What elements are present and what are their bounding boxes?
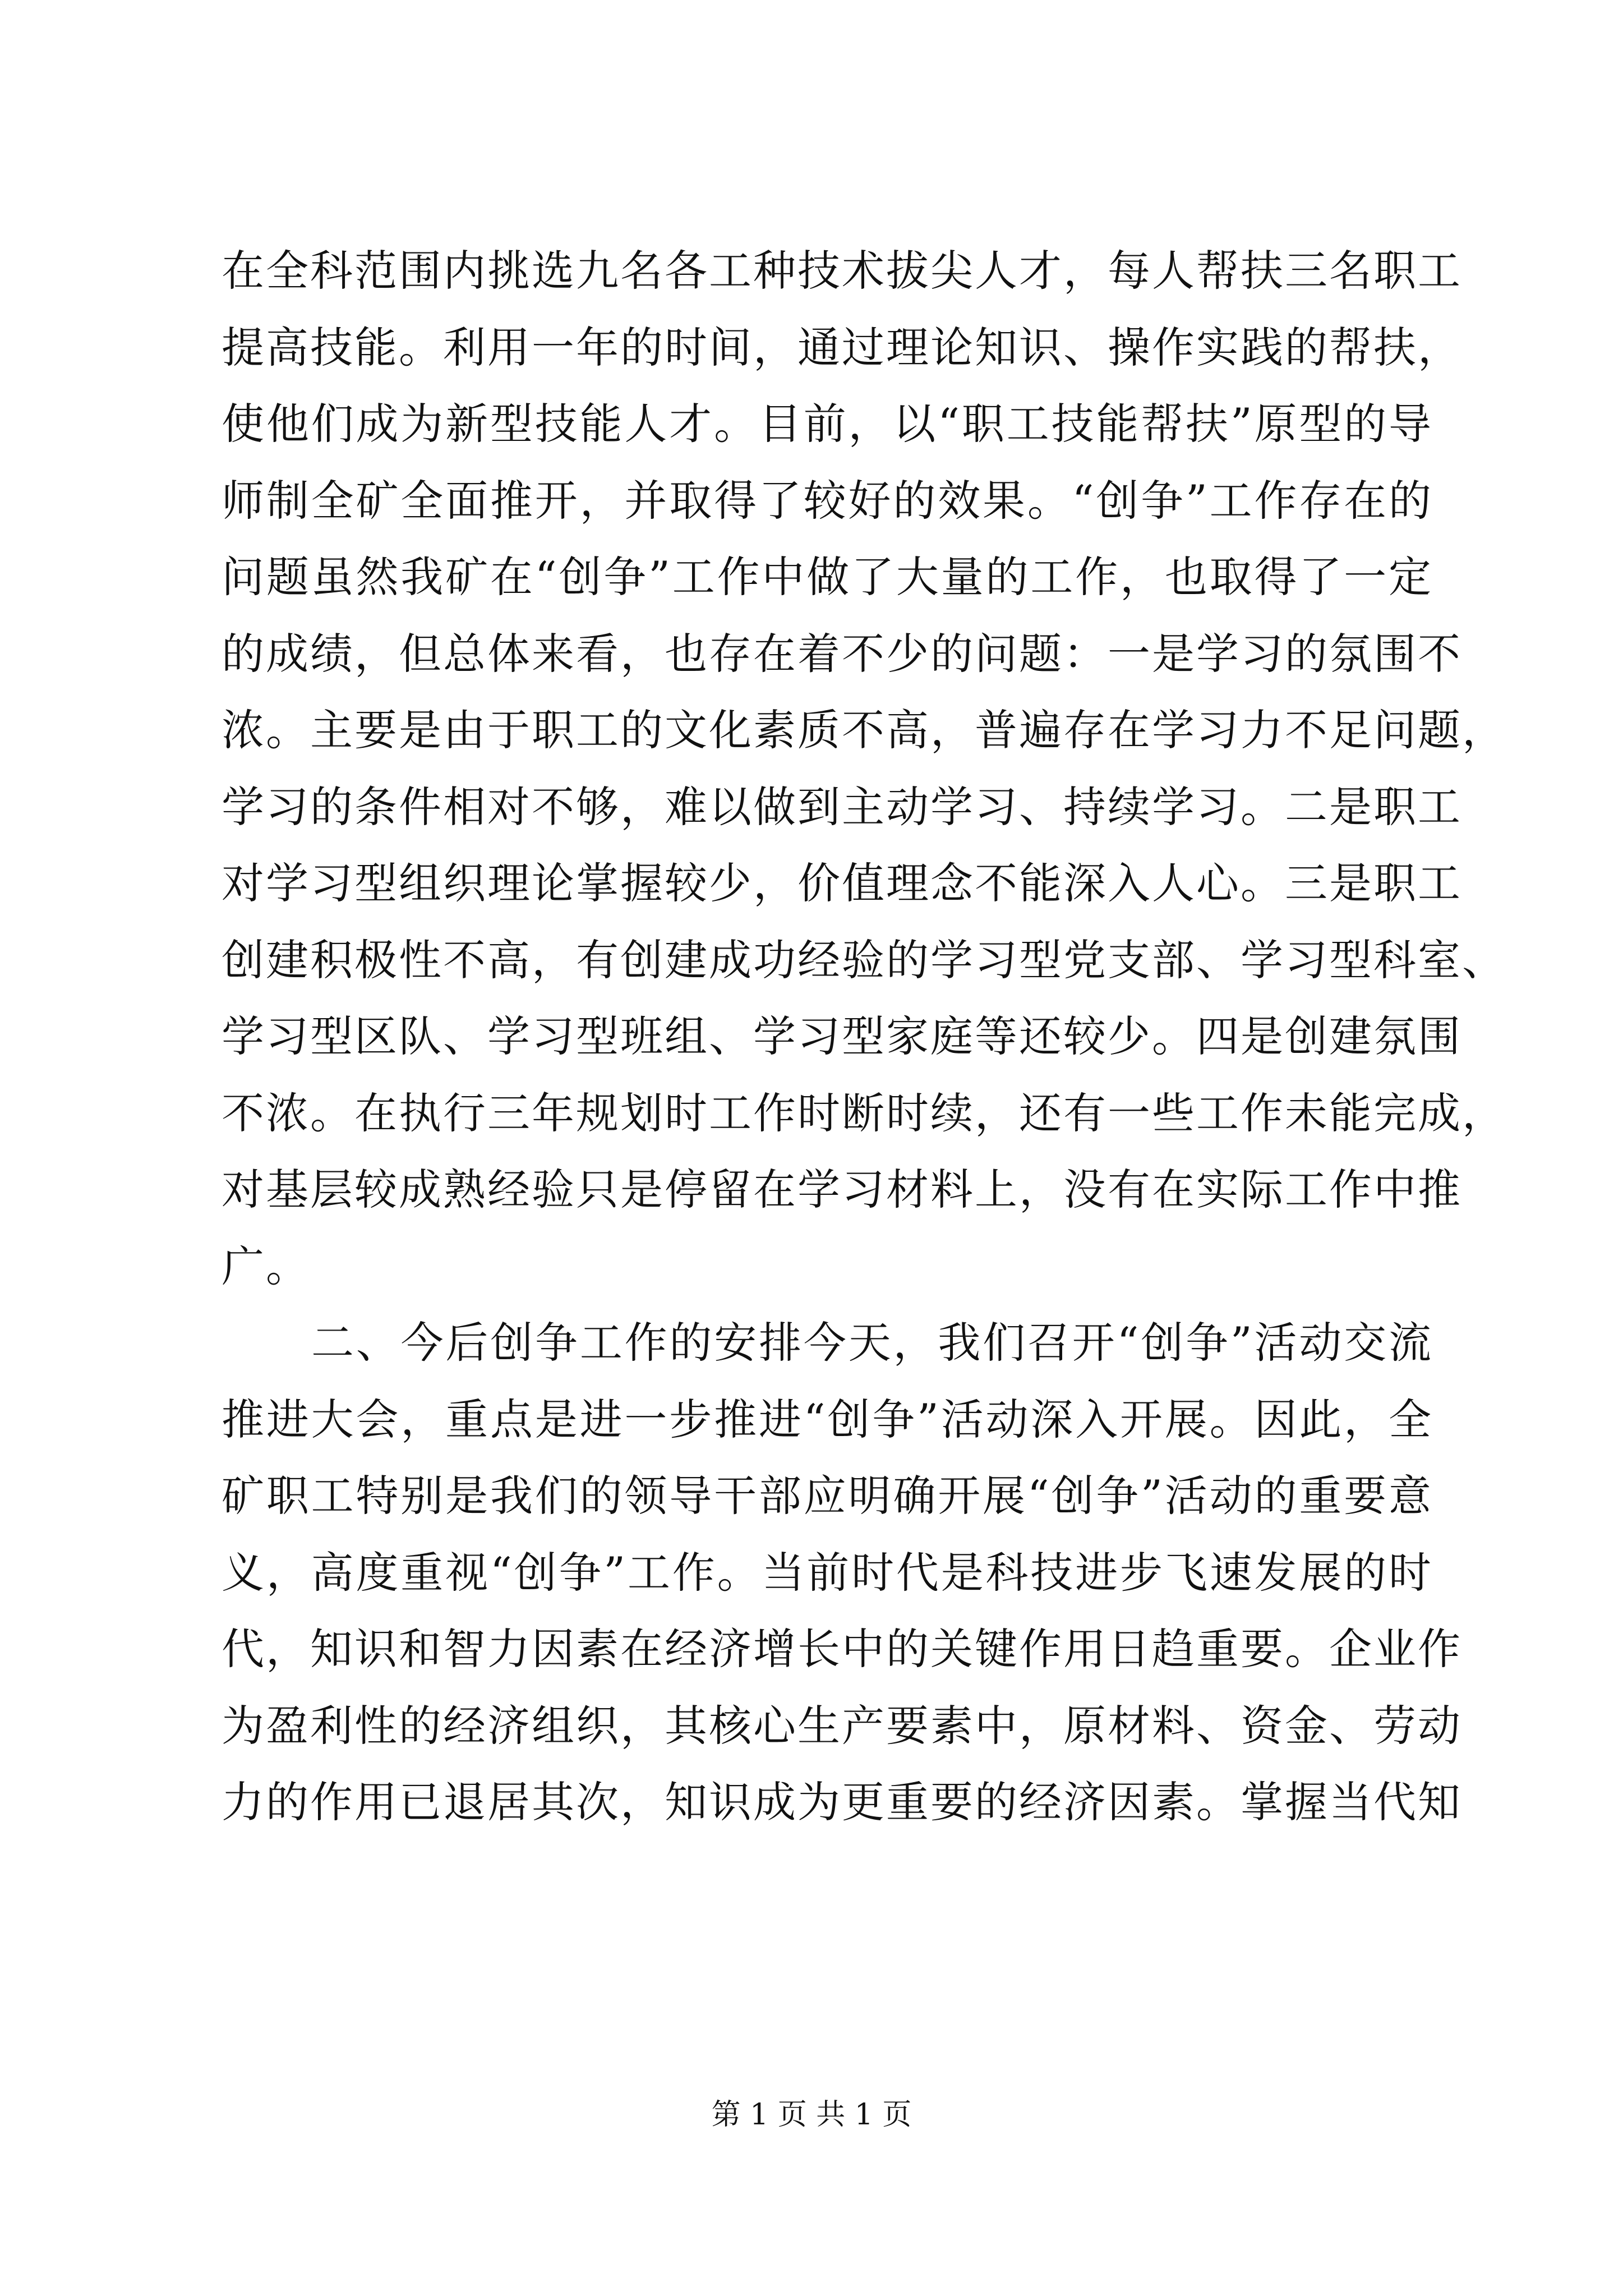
text-line: 义，高度重视“创争”工作。当前时代是科技进步飞速发展的时 [222, 1547, 1433, 1598]
text-line: 创建积极性不高，有创建成功经验的学习型党支部、学习型科室、 [222, 935, 1506, 985]
text-line: 学习型区队、学习型班组、学习型家庭等还较少。四是创建氛围 [222, 1011, 1462, 1061]
text-line: 代，知识和智力因素在经济增长中的关键作用日趋重要。企业作 [222, 1624, 1462, 1674]
text-line: 师制全矿全面推开，并取得了较好的效果。“创争”工作存在的 [222, 475, 1433, 526]
text-line: 的成绩，但总体来看，也存在着不少的问题：一是学习的氛围不 [222, 628, 1462, 679]
text-line: 问题虽然我矿在“创争”工作中做了大量的工作，也取得了一定 [222, 552, 1433, 602]
text-line: 广。 [222, 1241, 310, 1291]
page-number-label: 第 1 页 共 1 页 [711, 2098, 912, 2132]
text-line: 在全科范围内挑选九名各工种技术拔尖人才，每人帮扶三名职工 [222, 246, 1462, 296]
text-line: 推进大会，重点是进一步推进“创争”活动深入开展。因此，全 [222, 1394, 1433, 1444]
page-footer [0, 2095, 1623, 2134]
text-line: 为盈利性的经济组织，其核心生产要素中，原材料、资金、劳动 [222, 1700, 1462, 1751]
document-body [222, 233, 1506, 1841]
text-line: 矿职工特别是我们的领导干部应明确开展“创争”活动的重要意 [222, 1471, 1433, 1521]
text-line: 提高技能。利用一年的时间，通过理论知识、操作实践的帮扶， [222, 322, 1462, 372]
text-line: 使他们成为新型技能人才。目前，以“职工技能帮扶”原型的导 [222, 399, 1433, 449]
text-line: 二、今后创争工作的安排今天，我们召开“创争”活动交流 [311, 1318, 1433, 1368]
text-line: 学习的条件相对不够，难以做到主动学习、持续学习。二是职工 [222, 781, 1462, 832]
text-line: 浓。主要是由于职工的文化素质不高，普遍存在学习力不足问题， [222, 705, 1506, 755]
text-line: 对基层较成熟经验只是停留在学习材料上，没有在实际工作中推 [222, 1165, 1462, 1214]
text-line: 对学习型组织理论掌握较少，价值理念不能深入人心。三是职工 [222, 858, 1462, 908]
text-line: 不浓。在执行三年规划时工作时断时续，还有一些工作未能完成， [222, 1088, 1506, 1138]
text-line: 力的作用已退居其次，知识成为更重要的经济因素。掌握当代知 [222, 1777, 1462, 1827]
